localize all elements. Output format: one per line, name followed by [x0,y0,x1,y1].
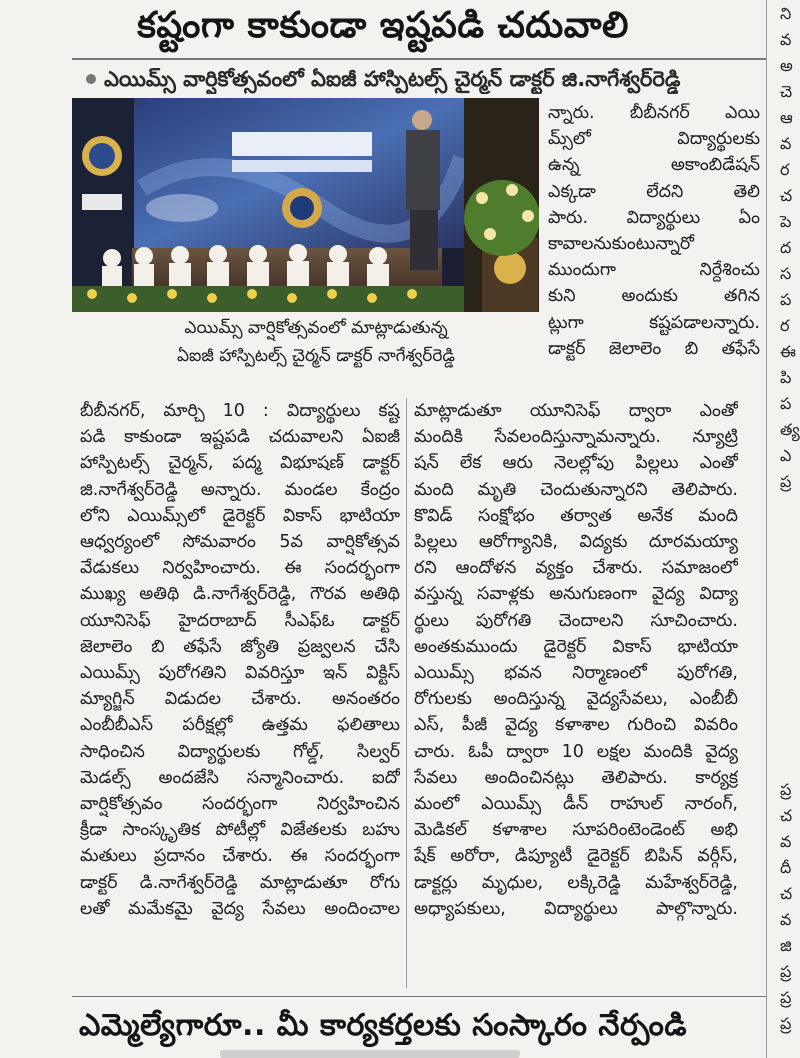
fragment-glyph: జి [780,936,792,955]
photo-caption [136,314,496,370]
text-line: మాట్లాడుతూ యూనిసెఫ్ ద్వారా ఎంతో [414,401,738,421]
fragment-glyph: ప్ర [780,962,792,981]
fragment-glyph: వ [780,832,792,851]
fragment-glyph: పె [780,212,792,231]
event-photo [72,98,539,312]
page-title: కష్టంగా కాకుండా ఇష్టపడి చదువాలి [137,5,629,46]
fragment-glyph: ప్ర [780,988,792,1007]
fragment-glyph: అ [780,56,793,75]
text-line: రని ఆందోళన వ్యక్తం చేశారు. సమాజంలో [414,558,738,579]
text-line: ఎయిమ్స్ భవన నిర్మాణంలో పురోగతి, [414,663,738,684]
text-line: కొవిడ్ సంక్షోభం తర్వాత అనేక మంది [414,505,738,526]
text-line: మెడల్స్ అందజేసి సన్మానించారు. ఐదో [80,767,400,788]
text-line: పారు. విద్యార్థులు ఏం [548,207,760,228]
article-column-middle [414,398,738,922]
fragment-glyph: ప్ర [780,1014,792,1033]
fragment-glyph: త్య [780,420,800,439]
fragment-glyph: ప్ర [780,780,792,799]
fragment-glyph: ర [780,160,790,179]
fragment-glyph: చ [780,884,793,903]
text-line: హాస్పిటల్స్ చైర్మన్, పద్మ విభూషణ్ డాక్టర్ [80,453,400,474]
text-line: ఆధ్వర్యంలో సోమవారం 5వ వార్షికోత్సవ [80,532,400,553]
text-line: ఎస్, పీజీ వైద్య కళాశాల గురించి వివరిం [414,715,738,736]
text-line: కావాలనుకుంటున్నారో [548,234,694,255]
text-line: మ్స్‌లో విద్యార్థులకు [548,129,760,150]
fragment-glyph: ద [780,238,792,257]
text-line: ఉన్న అకాంబిడేషన్ [548,155,760,176]
text-line: వేడుకలు నిర్వహించారు. ఈ సందర్భంగా [80,558,400,579]
text-line: మ్యాగ్జిన్ విడుదల చేశారు. అనంతరం [80,689,400,710]
text-line: చారు. ఓపీ ద్వారా 10 లక్షల మందికి వైద్య [414,741,738,762]
fragment-glyph: చ [780,186,793,205]
text-line: క్రీడా సాంస్కృతిక పోటీల్లో విజేతలకు బహు [80,820,400,841]
text-line: డాక్టర్ డి.నాగేశ్వర్‌రెడ్డి మాట్లాడుతూ రోగు [80,872,400,893]
text-line: సాధించిన విద్యార్థులకు గోల్డ్, సిల్వర్ [80,741,400,762]
fragment-glyph: ప [780,290,792,309]
fragment-glyph: వ [780,134,792,153]
text-line: కుని అందుకు తగిన [548,286,760,307]
text-line: రోగులకు అందిస్తున్న వైద్యసేవలు, ఎంబీబీ [414,689,738,710]
adjacent-article-fragment [772,0,800,1058]
text-line: షేక్ అరోరా, డిప్యూటీ డైరెక్టర్ బిపిన్ వర్గీస్, [414,846,738,867]
divider [72,996,766,997]
fragment-glyph: దీ [780,858,792,877]
fragment-glyph: ప్ర [780,472,792,491]
fragment-glyph: ప [780,394,792,413]
text-line: వస్తున్న సవాళ్లకు అనుగుణంగా వైద్య విద్యా [414,584,738,605]
text-line: డాక్టర్ జెలాలెం బి తఫేసే [548,338,760,359]
fragment-glyph: ర [780,316,790,335]
fragment-glyph: ఎ [780,446,792,465]
text-line: ముఖ్య అతిథి డి.నాగేశ్వర్‌రెడ్డి, గౌరవ అతిథి [80,584,400,605]
divider [72,58,766,60]
fragment-glyph: ని [780,4,792,23]
text-line: మంది మృతి చెందుతున్నారని తెలిపారు. [414,479,738,500]
text-line: ర్థులు పురోగతి చెందాలని సూచించారు. [414,610,738,631]
article-column-left [80,398,400,922]
fragment-glyph: పి [780,368,792,387]
page-gutter-divider [766,0,767,1058]
fragment-glyph: స [780,264,792,283]
next-headline: ఎమ్మెల్యేగారూ.. మీ కార్యకర్తలకు సంస్కారం నేర్పండి [78,1008,688,1043]
text-line: జి.నాగేశ్వర్‌రెడ్డి అన్నారు. మండల కేంద్రం [80,479,400,500]
text-line: ట్లుగా కష్టపడాలన్నారు. [548,312,760,333]
text-line: వార్షికోత్సవం సందర్భంగా నిర్వహించిన [80,794,400,815]
text-line: యూనిసెఫ్ హైదరాబాద్ సీఎఫ్ఓ డాక్టర్ [80,610,400,631]
text-line: మంలో ఎయిమ్స్ డీన్ రాహుల్ నారంగ్, [414,794,738,815]
subheadline [80,64,770,94]
text-line: మెడికల్ కళాశాల సూపరింటెండెంట్ అభి [414,820,738,841]
text-line: జెలాలెం బి తఫేసే జ్యోతి ప్రజ్వలన చేసి [80,636,400,657]
text-line: న్నారు. బీబీనగర్ ఎయి [548,103,760,123]
text-line: సేవలు అందించినట్లు తెలిపారు. కార్యక్ర [414,767,738,788]
fragment-glyph: వ [780,910,792,929]
text-line: పడి కాకుండా ఇష్టపడి చదువాలని ఏఐజీ [80,427,400,448]
text-line: లతో మమేకమై వైద్య సేవలు అందించాల [80,898,400,919]
fragment-glyph: ఆ [780,108,793,127]
text-line: డాక్టర్లు మృధుల, లక్కిరెడ్డి మహేశ్వర్‌రెడ్డి, [414,872,738,893]
cut-off-text-fragment [220,1050,520,1058]
text-line: పిల్లలు ఆరోగ్యానికి, విద్యకు దూరమయ్యా [414,532,738,553]
text-line: షన్ లేక ఆరు నెలల్లోపు పిల్లలు ఎంతో [414,453,738,474]
text-line: మందికి సేవలందిస్తున్నామన్నారు. న్యూట్రి [414,427,738,448]
bullet-icon [86,74,96,84]
text-line: బీబీనగర్, మార్చి 10 : విద్యార్థులు కష్ట [80,401,400,421]
caption-line: ఎయిమ్స్ వార్షికోత్సవంలో మాట్లాడుతున్న [184,318,448,338]
fragment-glyph: వ [780,30,792,49]
text-line: ఎక్కడా లేదని తెలి [548,181,760,202]
text-line: అధ్యాపకులు, విద్యార్థులు పాల్గొన్నారు. [414,898,738,919]
fragment-glyph: ఈ [780,342,796,361]
caption-line: ఏఐజీ హాస్పిటల్స్ చైర్మన్ డాక్టర్ నాగేశ్వర్‌రెడ్డి [176,346,456,366]
text-line: లోని ఎయిమ్స్‌లో డైరెక్టర్ వికాస్ భాటియా [80,505,400,526]
fragment-glyph: చె [780,82,793,101]
text-line: ముందుగా నిర్దేశించు [548,260,760,281]
text-line: ఎంబీబీఎస్ పరీక్షల్లో ఉత్తమ ఫలితాలు [80,715,400,736]
article-column-right-of-photo [548,100,760,362]
text-line: మతులు ప్రదానం చేశారు. ఈ సందర్భంగా [80,846,400,867]
column-divider [406,398,407,988]
text-line: అంతకుముందు డైరెక్టర్ వికాస్ భాటియా [414,636,738,657]
text-line: ఎయిమ్స్ పురోగతిని వివరిస్తూ ఇన్ విక్టిస్ [80,663,400,684]
subheadline-text: ఎయిమ్స్ వార్షికోత్సవంలో ఏఐజీ హాస్పిటల్స్ చైర్మన్ డాక్టర్ జి.నాగేశ్వర్‌రెడ్డి [104,67,681,91]
fragment-glyph: చ [780,806,793,825]
